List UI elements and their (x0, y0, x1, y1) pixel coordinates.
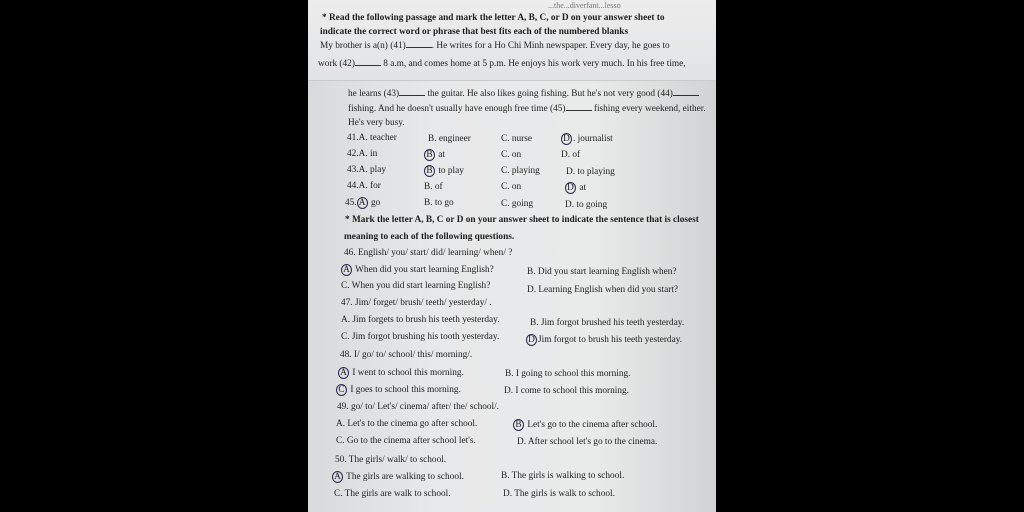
section2-instruction-line2: meaning to each of the following questions. (344, 232, 515, 242)
q44-option-d: D at (565, 182, 586, 194)
q42-option-d: D. of (561, 150, 581, 160)
blank-43 (399, 87, 425, 96)
blank-44 (673, 87, 699, 96)
q49-option-d: D. After school let's go to the cinema. (517, 437, 658, 447)
answer-circle: B (424, 149, 435, 161)
q49-option-c: C. Go to the cinema after school let's. (336, 436, 476, 446)
faint-header-text: ...the...diverfant...lesso (548, 1, 621, 10)
q47-option-d: D Jim forgot to brush his teeth yesterday. (526, 334, 682, 346)
answer-circle: D (526, 334, 537, 346)
q44-option-a: 44.A. for (347, 181, 381, 191)
q49-prompt: 49. go/ to/ Let's/ cinema/ after/ the/ school/. (337, 402, 500, 412)
blank-45 (566, 102, 592, 111)
q50-option-c: C. The girls are walk to school. (334, 489, 451, 499)
answer-circle: B (424, 165, 435, 177)
q50-prompt: 50. The girls/ walk/ to school. (335, 455, 447, 465)
passage-line2: work (42) 8 a.m, and comes home at 5 p.m. He enjoys his work very much. In his free time, (318, 59, 686, 69)
q45-option-a: 45. A go (345, 198, 381, 208)
passage-line1: My brother is a(n) (41) . He writes for a Ho Chi Minh newspaper. Every day, he goes to (320, 41, 670, 51)
q46-option-a: A When did you start learning English? (341, 264, 494, 276)
q47-option-b: B. Jim forgot brushed his teeth yesterday. (530, 318, 685, 328)
q41-option-b: B. engineer (428, 134, 471, 144)
answer-circle: A (338, 367, 349, 379)
q41-option-a: 41.A. teacher (347, 133, 397, 143)
q50-option-d: D. The girls is walk to school. (503, 489, 615, 499)
q50-option-b: B. The girls is walking to school. (501, 471, 625, 481)
q42-option-a: 42.A. in (347, 149, 378, 159)
q49-option-a: A. Let's to the cinema go after school. (336, 419, 478, 429)
q49-option-b: B Let's go to the cinema after school. (513, 419, 657, 431)
q43-option-a: 43.A. play (347, 165, 386, 175)
q45-option-b: B. to go (424, 198, 454, 208)
section2-instruction-line1: * Mark the letter A, B, C or D on your answer sheet to indicate the sentence that is closest (345, 215, 699, 225)
q47-prompt: 47. Jim/ forget/ brush/ teeth/ yesterday/ . (341, 298, 492, 308)
q48-prompt: 48. I/ go/ to/ school/ this/ morning/. (340, 350, 473, 360)
q48-option-b: B. I going to school this morning. (505, 369, 631, 379)
q48-option-a: A I went to school this morning. (338, 367, 464, 379)
q46-option-d: D. Learning English when did you start? (527, 285, 679, 295)
q47-option-a: A. Jim forgets to brush his teeth yesterday. (341, 315, 500, 325)
q46-prompt: 46. English/ you/ start/ did/ learning/ when/ ? (344, 248, 513, 258)
q43-option-d: D. to playing (566, 167, 615, 177)
q41-option-d: D . journalist (561, 133, 613, 145)
q45-option-c: C. going (501, 199, 534, 209)
q48-option-d: D. I come to school this morning. (504, 386, 629, 396)
q45-option-d: D. to going (565, 200, 608, 210)
answer-circle: B (513, 419, 524, 431)
passage-line5: He's very busy. (348, 118, 405, 128)
q43-option-c: C. playing (501, 166, 540, 176)
answer-circle: C (336, 384, 347, 396)
answer-circle: D (561, 133, 572, 145)
q42-option-c: C. on (501, 150, 522, 160)
answer-circle: D (565, 182, 576, 194)
q47-option-c: C. Jim forgot brushing his tooth yesterday. (341, 332, 500, 342)
answer-circle: A (332, 471, 343, 483)
q48-option-c: C I goes to school this morning. (336, 384, 461, 396)
answer-circle: A (341, 264, 352, 276)
answer-circle: A (357, 197, 368, 209)
q50-option-a: A The girls are walking to school. (332, 471, 464, 483)
q41-option-c: C. nurse (501, 134, 532, 144)
q42-option-b: B at (424, 149, 445, 161)
passage-line3: he learns (43) the guitar. He also likes going fishing. But he's not very good (44) (348, 87, 699, 100)
passage-line4: fishing. And he doesn't usually have enough free time (45) fishing every weekend, either. (348, 104, 706, 114)
blank-42 (355, 57, 381, 66)
q43-option-b: B to play (424, 165, 464, 177)
q44-option-c: C. on (501, 182, 522, 192)
section1-instruction-line2: indicate the correct word or phrase that best fits each of the numbered blanks (320, 27, 629, 37)
q44-option-b: B. of (424, 182, 443, 192)
worksheet-paper (308, 0, 716, 512)
blank-41 (406, 39, 432, 48)
section1-instruction-line1: * Read the following passage and mark the letter A, B, C, or D on your answer sheet to (322, 13, 665, 23)
q46-option-c: C. When you did start learning English? (341, 281, 491, 291)
q46-option-b: B. Did you start learning English when? (527, 267, 677, 277)
